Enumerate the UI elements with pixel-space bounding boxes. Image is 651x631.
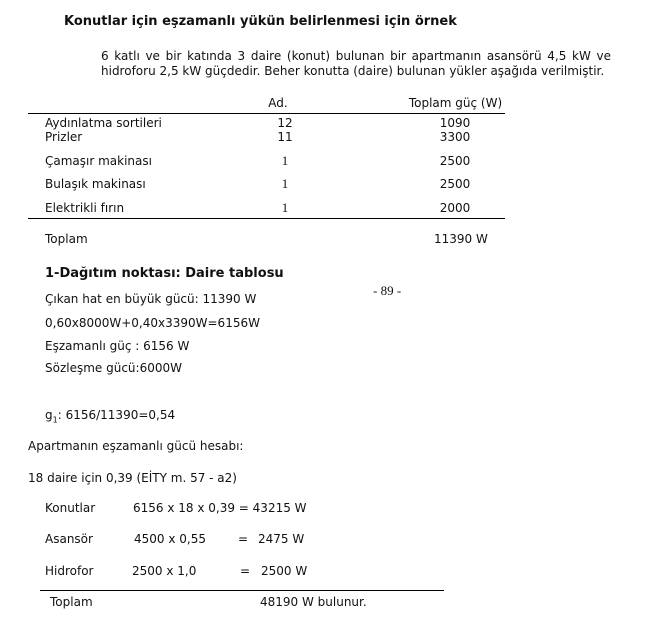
row-power: 3300: [439, 130, 471, 144]
section-heading: 1-Dağıtım noktası: Daire tablosu: [45, 266, 284, 281]
row-count: 1: [281, 176, 289, 191]
calc-expression: 2500 x 1,0: [132, 564, 197, 578]
section-line: Sözleşme gücü:6000W: [45, 361, 182, 375]
row-power: 2500: [439, 154, 471, 168]
calc-equals: =: [240, 564, 251, 578]
row-name: Bulaşık makinası: [45, 177, 146, 191]
table-total-label: Toplam: [45, 232, 88, 246]
apartment-factor-line: 18 daire için 0,39 (EİTY m. 57 - a2): [28, 471, 237, 485]
row-name: Aydınlatma sortileri: [45, 116, 162, 130]
calc-total-value: 48190 W bulunur.: [260, 595, 367, 609]
row-count: 1: [281, 153, 289, 168]
column-header-count: Ad.: [268, 96, 288, 110]
calc-label: Asansör: [45, 532, 93, 546]
g1-symbol: g: [45, 408, 53, 422]
calc-label: Konutlar: [45, 501, 96, 515]
section-line: 0,60x8000W+0,40x3390W=6156W: [45, 316, 260, 330]
table-total-value: 11390 W: [434, 232, 488, 246]
calc-label: Hidrofor: [45, 564, 94, 578]
calc-result: 2475 W: [258, 532, 305, 546]
page-title: Konutlar için eşzamanlı yükün belirlenmesi için örnek: [64, 14, 457, 29]
intro-paragraph: 6 katlı ve bir katında 3 daire (konut) bulunan bir apartmanın asansörü 4,5 kW ve hidroforu 2,5 kW güçdedir. Beher konutta (daire) bulunan yükler aşağıda verilmiştir.: [101, 49, 611, 78]
calc-expression: 4500 x 0,55: [134, 532, 206, 546]
row-count: 11: [277, 130, 293, 144]
calc-equals: =: [238, 532, 249, 546]
section-line: Eşzamanlı güç : 6156 W: [45, 339, 190, 353]
row-power: 2500: [439, 177, 471, 191]
table-header-rule: [28, 113, 505, 114]
table-total-rule: [28, 218, 505, 219]
column-header-power: Toplam güç (W): [408, 96, 503, 110]
calc-total-rule: [40, 590, 444, 591]
row-name: Elektrikli fırın: [45, 201, 125, 215]
row-count: 12: [277, 116, 293, 130]
calc-total-label: Toplam: [50, 595, 93, 609]
row-power: 1090: [439, 116, 471, 130]
g1-subscript: 1: [52, 415, 58, 425]
calc-result: 2500 W: [261, 564, 308, 578]
apartment-heading: Apartmanın eşzamanlı gücü hesabı:: [28, 439, 244, 453]
row-name: Çamaşır makinası: [45, 154, 152, 168]
page-number: - 89 -: [373, 283, 402, 298]
g1-line: [45, 408, 175, 427]
section-line: Çıkan hat en büyük gücü: 11390 W: [45, 292, 257, 306]
row-count: 1: [281, 200, 289, 215]
calc-expression: 6156 x 18 x 0,39 = 43215 W: [133, 501, 307, 515]
row-name: Prizler: [45, 130, 83, 144]
g1-value: : 6156/11390=0,54: [57, 408, 176, 422]
row-power: 2000: [439, 201, 471, 215]
